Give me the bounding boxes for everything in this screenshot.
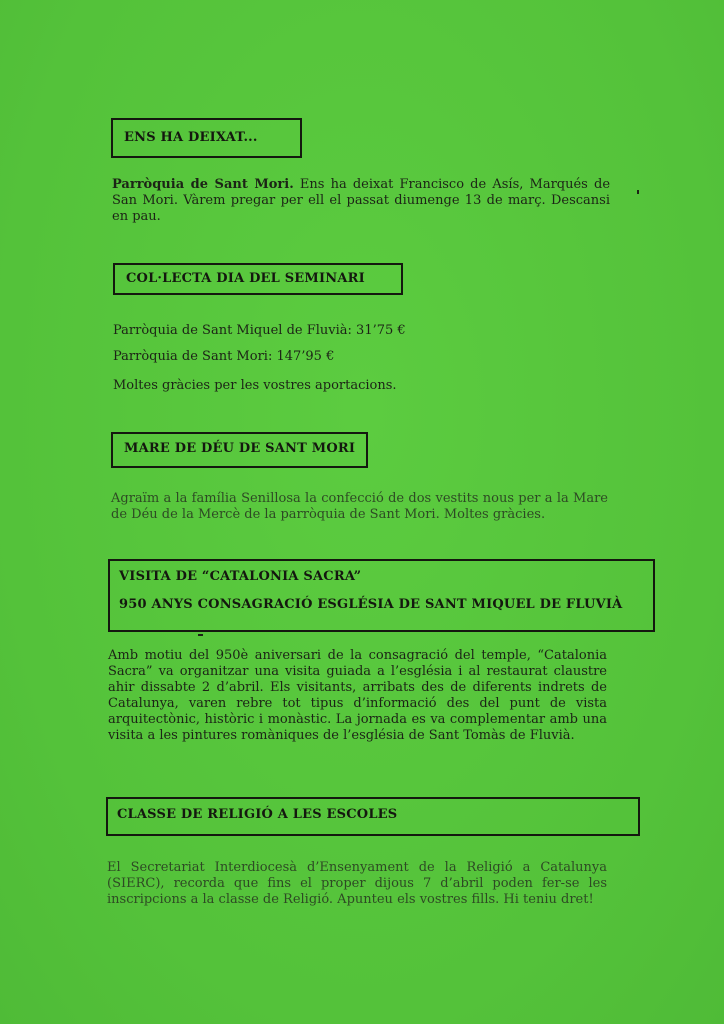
section-subtitle: 950 ANYS CONSAGRACIÓ ESGLÉSIA DE SANT MIQUEL DE FLUVIÀ	[119, 597, 623, 612]
collection-line-sant-mori: Parròquia de Sant Mori: 147’95 €	[113, 349, 335, 364]
section-title: MARE DE DÉU DE SANT MORI	[124, 441, 356, 456]
stray-mark	[637, 190, 639, 194]
section-body-mare-de-deu: Agraïm a la família Senillosa la confecció de dos vestits nous per a la Mare de Déu de la Mercè de la parròquia de Sant Mori. Moltes gràcies.	[111, 491, 608, 522]
section-heading-ens-ha-deixat	[111, 118, 302, 158]
stray-dash	[198, 634, 203, 636]
obituary-text: Ens ha deixat Francisco de Asís, Marqués de San Mori. Vàrem pregar per ell el passat diumenge 13 de març. Descansi en pau.	[112, 177, 611, 224]
section-title: VISITA DE “CATALONIA SACRA”	[119, 569, 362, 584]
section-title: COL·LECTA DIA DEL SEMINARI	[126, 271, 365, 286]
section-body-catalonia-sacra: Amb motiu del 950è aniversari de la consagració del temple, “Catalonia Sacra” va organitzar una visita guiada a l’església i al restaurat claustre ahir dissabte 2 d’abril. Els visitants, arribats des de diferents indrets de Catalunya, varen rebre tot tipus d’informació des del punt de vista arquitectònic, històric i monàstic. La jornada es va complementar amb una visita a les pintures romàniques de l’església de Sant Tomàs de Fluvià.	[108, 648, 607, 743]
section-heading-collecta	[113, 263, 403, 295]
section-heading-classe-religio	[106, 797, 640, 836]
section-title: CLASSE DE RELIGIÓ A LES ESCOLES	[117, 807, 398, 822]
parish-name: Parròquia de Sant Mori.	[112, 177, 294, 192]
section-title: ENS HA DEIXAT...	[124, 130, 258, 145]
section-body-ens-ha-deixat	[112, 177, 610, 225]
collection-thanks: Moltes gràcies per les vostres aportacions.	[113, 378, 397, 393]
section-heading-mare-de-deu	[111, 432, 368, 468]
collection-line-fluvia: Parròquia de Sant Miquel de Fluvià: 31’75 €	[113, 323, 406, 338]
section-body-classe-religio: El Secretariat Interdiocesà d’Ensenyament de la Religió a Catalunya (SIERC), recorda que fins el proper dijous 7 d’abril poden fer-se les inscripcions a la classe de Religió. Apunteu els vostres fills. Hi teniu dret!	[107, 860, 607, 907]
section-heading-catalonia-sacra	[108, 559, 655, 632]
